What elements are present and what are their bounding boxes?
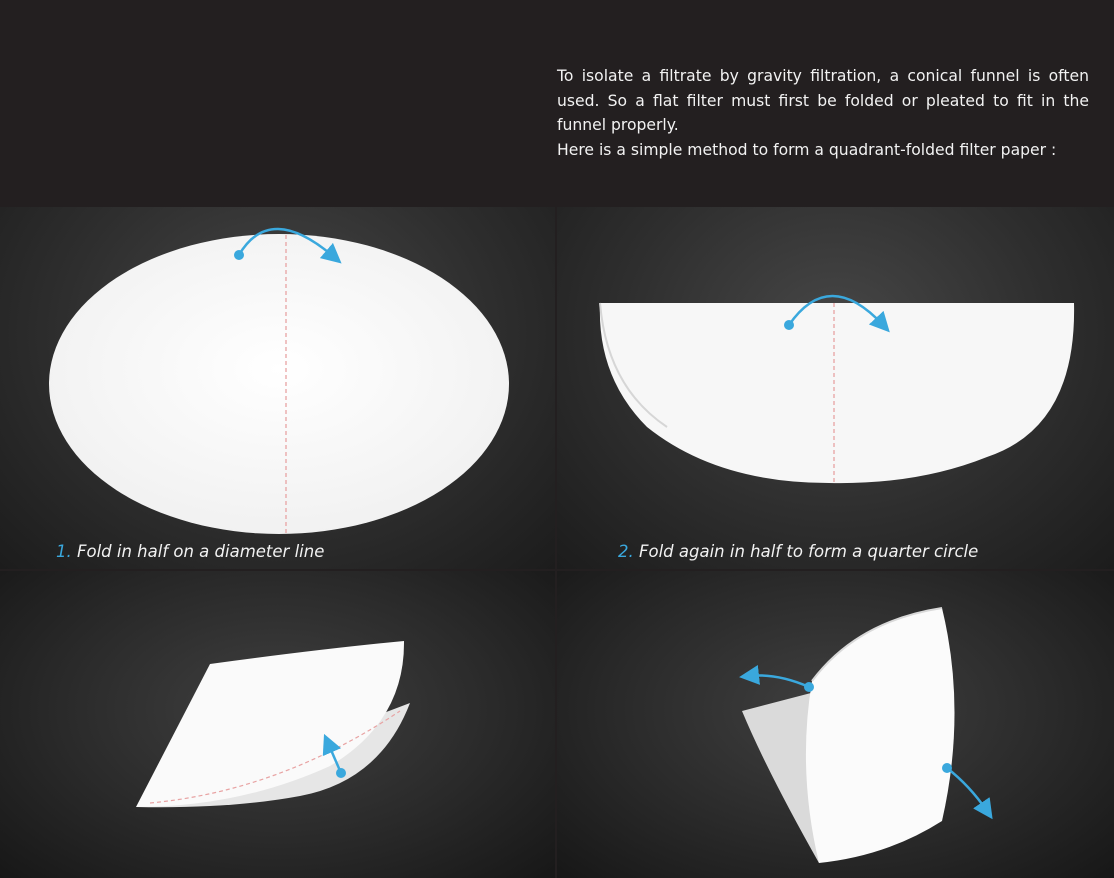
intro-paragraph-1: To isolate a filtrate by gravity filtration, a conical funnel is often used. So a flat filter must first be folded or pleated to fit in the funnel properly. — [557, 67, 1089, 134]
step-2-panel — [557, 207, 1114, 569]
step-4-panel — [557, 571, 1114, 878]
step-1-number: 1. — [56, 542, 72, 561]
quarter-paper-front — [136, 641, 404, 807]
step-2-text: Fold again in half to form a quarter circle — [633, 542, 979, 561]
step-1-panel — [0, 207, 555, 569]
intro-paragraph-2: Here is a simple method to form a quadrant-folded filter paper : — [557, 140, 1057, 159]
step-1-caption — [56, 542, 324, 561]
open-arrow-icon — [749, 675, 814, 692]
header-band — [0, 0, 1114, 207]
open-arrow-icon — [942, 763, 987, 811]
half-fold-illustration — [557, 207, 1114, 569]
half-circle-paper — [600, 303, 1074, 483]
step-1-text: Fold in half on a diameter line — [71, 542, 325, 561]
cone-illustration — [557, 571, 1114, 878]
cone-paper — [806, 608, 955, 863]
step-2-number: 2. — [618, 542, 634, 561]
intro-text — [557, 64, 1089, 162]
step-3-panel — [0, 571, 555, 878]
filter-paper-circle — [49, 234, 509, 534]
flat-filter-illustration — [0, 207, 555, 569]
quarter-fold-illustration — [0, 571, 555, 878]
step-2-caption — [618, 542, 978, 561]
